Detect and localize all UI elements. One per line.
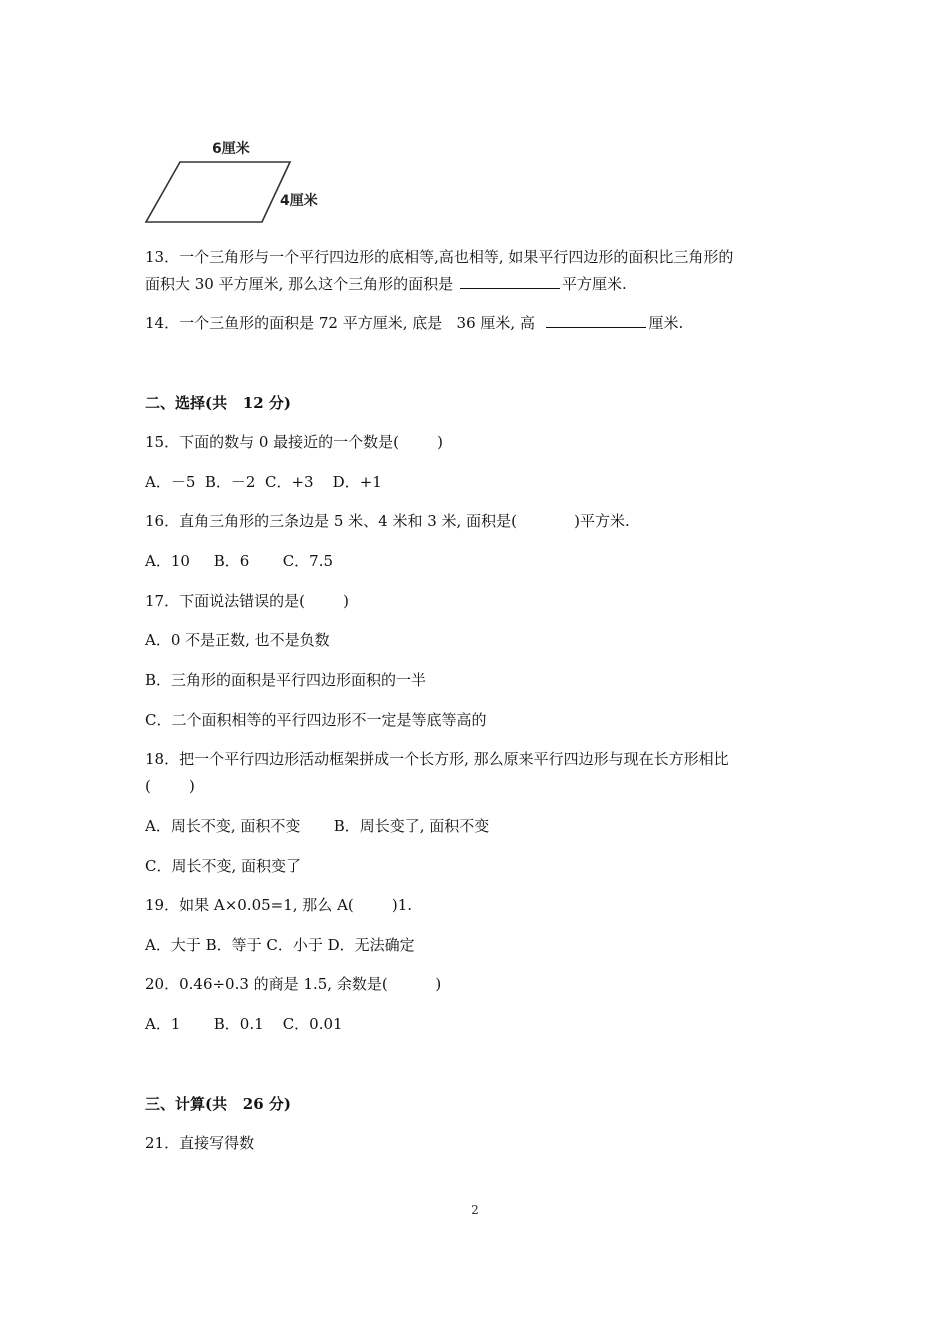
q15-options: A．－5 B．－2 C．+3 D．+1 <box>145 473 382 491</box>
q14-unit: 厘米. <box>648 314 684 332</box>
figure-side-label: 4厘米 <box>280 193 318 209</box>
q18-options-ab: A．周长不变, 面积不变 B．周长变了, 面积不变 <box>145 817 490 835</box>
q18-option-c: C．周长不变, 面积变了 <box>145 857 302 875</box>
section2-title: 二、选择(共 12 分) <box>145 394 291 412</box>
q13-line2 <box>145 274 627 294</box>
q13-line1: 13．一个三角形与一个平行四边形的底相等,高也相等, 如果平行四边形的面积比三角形的 <box>145 248 734 266</box>
q13-line2-text: 面积大 30 平方厘米, 那么这个三角形的面积是 <box>145 275 458 293</box>
q17-option-b: B．三角形的面积是平行四边形面积的一半 <box>145 671 427 689</box>
q13-answer-blank[interactable] <box>460 274 560 289</box>
q17-option-a: A．0 不是正数, 也不是负数 <box>145 631 330 649</box>
q14-answer-blank[interactable] <box>546 313 646 328</box>
q16-stem: 16．直角三角形的三条边是 5 米、4 米和 3 米, 面积是( )平方米. <box>145 512 630 530</box>
q17-option-c: C．二个面积相等的平行四边形不一定是等底等高的 <box>145 711 487 729</box>
q20-options: A．1 B．0.1 C．0.01 <box>145 1015 343 1033</box>
q19-stem: 19．如果 A×0.05=1, 那么 A( )1. <box>145 896 413 914</box>
q13-line2-unit: 平方厘米. <box>561 275 627 293</box>
parallelogram-outline <box>146 162 290 222</box>
q14-text: 14．一个三鱼形的面积是 72 平方厘米, 底是 36 厘米, 高 <box>145 314 545 332</box>
q18-line1: 18．把一个平行四边形活动框架拼成一个长方形, 那么原来平行四边形与现在长方形相比 <box>145 750 729 768</box>
q17-stem: 17．下面说法错误的是( ) <box>145 592 349 610</box>
q19-options: A．大于 B．等于 C．小于 D．无法确定 <box>145 936 415 954</box>
parallelogram-figure <box>140 135 340 230</box>
q20-stem: 20．0.46÷0.3 的商是 1.5, 余数是( ) <box>145 975 442 993</box>
q15-stem: 15．下面的数与 0 最接近的一个数是( ) <box>145 433 444 451</box>
q21-stem: 21．直接写得数 <box>145 1134 255 1152</box>
page-number: 2 <box>471 1203 479 1217</box>
section3-title: 三、计算(共 26 分) <box>145 1095 291 1113</box>
q18-line2: ( ) <box>145 777 195 795</box>
q14-line <box>145 313 683 333</box>
figure-top-label: 6厘米 <box>212 141 250 157</box>
q16-options: A．10 B．6 C．7.5 <box>145 552 334 570</box>
